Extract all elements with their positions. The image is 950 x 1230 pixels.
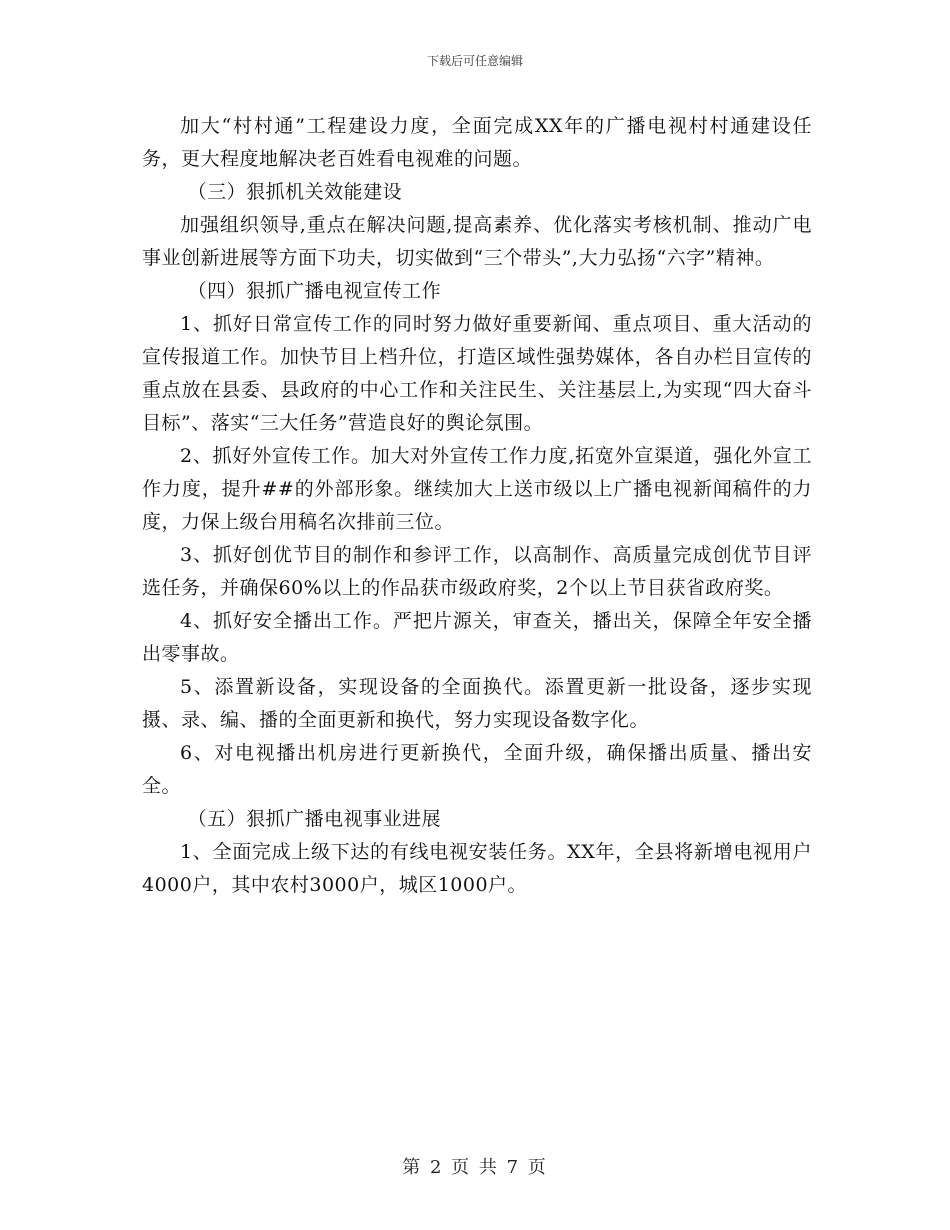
page-number: 第 2 页 共 7 页: [402, 1157, 548, 1178]
page-header: 下载后可任意编辑: [426, 54, 523, 68]
section-heading-4: （四）狠抓广播电视宣传工作: [187, 280, 442, 302]
paragraph-efficiency: 加强组织领导,重点在解决问题,提高素养、优化落实考核机制、推动广电事业创新进展等方面下功夫，切实做到“三个带头”,大力弘扬“六字”精神。: [142, 214, 812, 269]
paragraph-cable-install: 1、全面完成上级下达的有线电视安装任务。XX年，全县将新增电视用户4000户，其中农村3000户，城区1000户。: [142, 841, 812, 896]
document-body: [142, 110, 812, 902]
paragraph-item-6: 6、对电视播出机房进行更新换代，全面升级，确保播出质量、播出安全。: [142, 742, 812, 797]
paragraph-item-1: 1、抓好日常宣传工作的同时努力做好重要新闻、重点项目、重大活动的宣传报道工作。加快节目上档升位，打造区域性强势媒体，各自办栏目宣传的重点放在县委、县政府的中心工作和关注民生、关注基层上,为实现“四大奋斗目标”、落实“三大任务”营造良好的舆论氛围。: [142, 313, 812, 434]
paragraph-item-5: 5、添置新设备，实现设备的全面换代。添置更新一批设备，逐步实现摄、录、编、播的全面更新和换代，努力实现设备数字化。: [142, 676, 812, 731]
section-heading-3: （三）狠抓机关效能建设: [187, 181, 403, 203]
section-heading-5: （五）狠抓广播电视事业进展: [187, 808, 442, 830]
paragraph-item-3: 3、抓好创优节目的制作和参评工作，以高制作、高质量完成创优节目评选任务，并确保60%以上的作品获市级政府奖，2个以上节目获省政府奖。: [142, 544, 812, 599]
paragraph-item-4: 4、抓好安全播出工作。严把片源关，审查关，播出关，保障全年安全播出零事故。: [142, 610, 812, 665]
paragraph-cuncuntong: 加大“村村通”工程建设力度，全面完成XX年的广播电视村村通建设任务，更大程度地解决老百姓看电视难的问题。: [142, 115, 812, 170]
paragraph-item-2: 2、抓好外宣传工作。加大对外宣传工作力度,拓宽外宣渠道，强化外宣工作力度，提升##的外部形象。继续加大上送市级以上广播电视新闻稿件的力度，力保上级台用稿名次排前三位。: [142, 445, 812, 533]
